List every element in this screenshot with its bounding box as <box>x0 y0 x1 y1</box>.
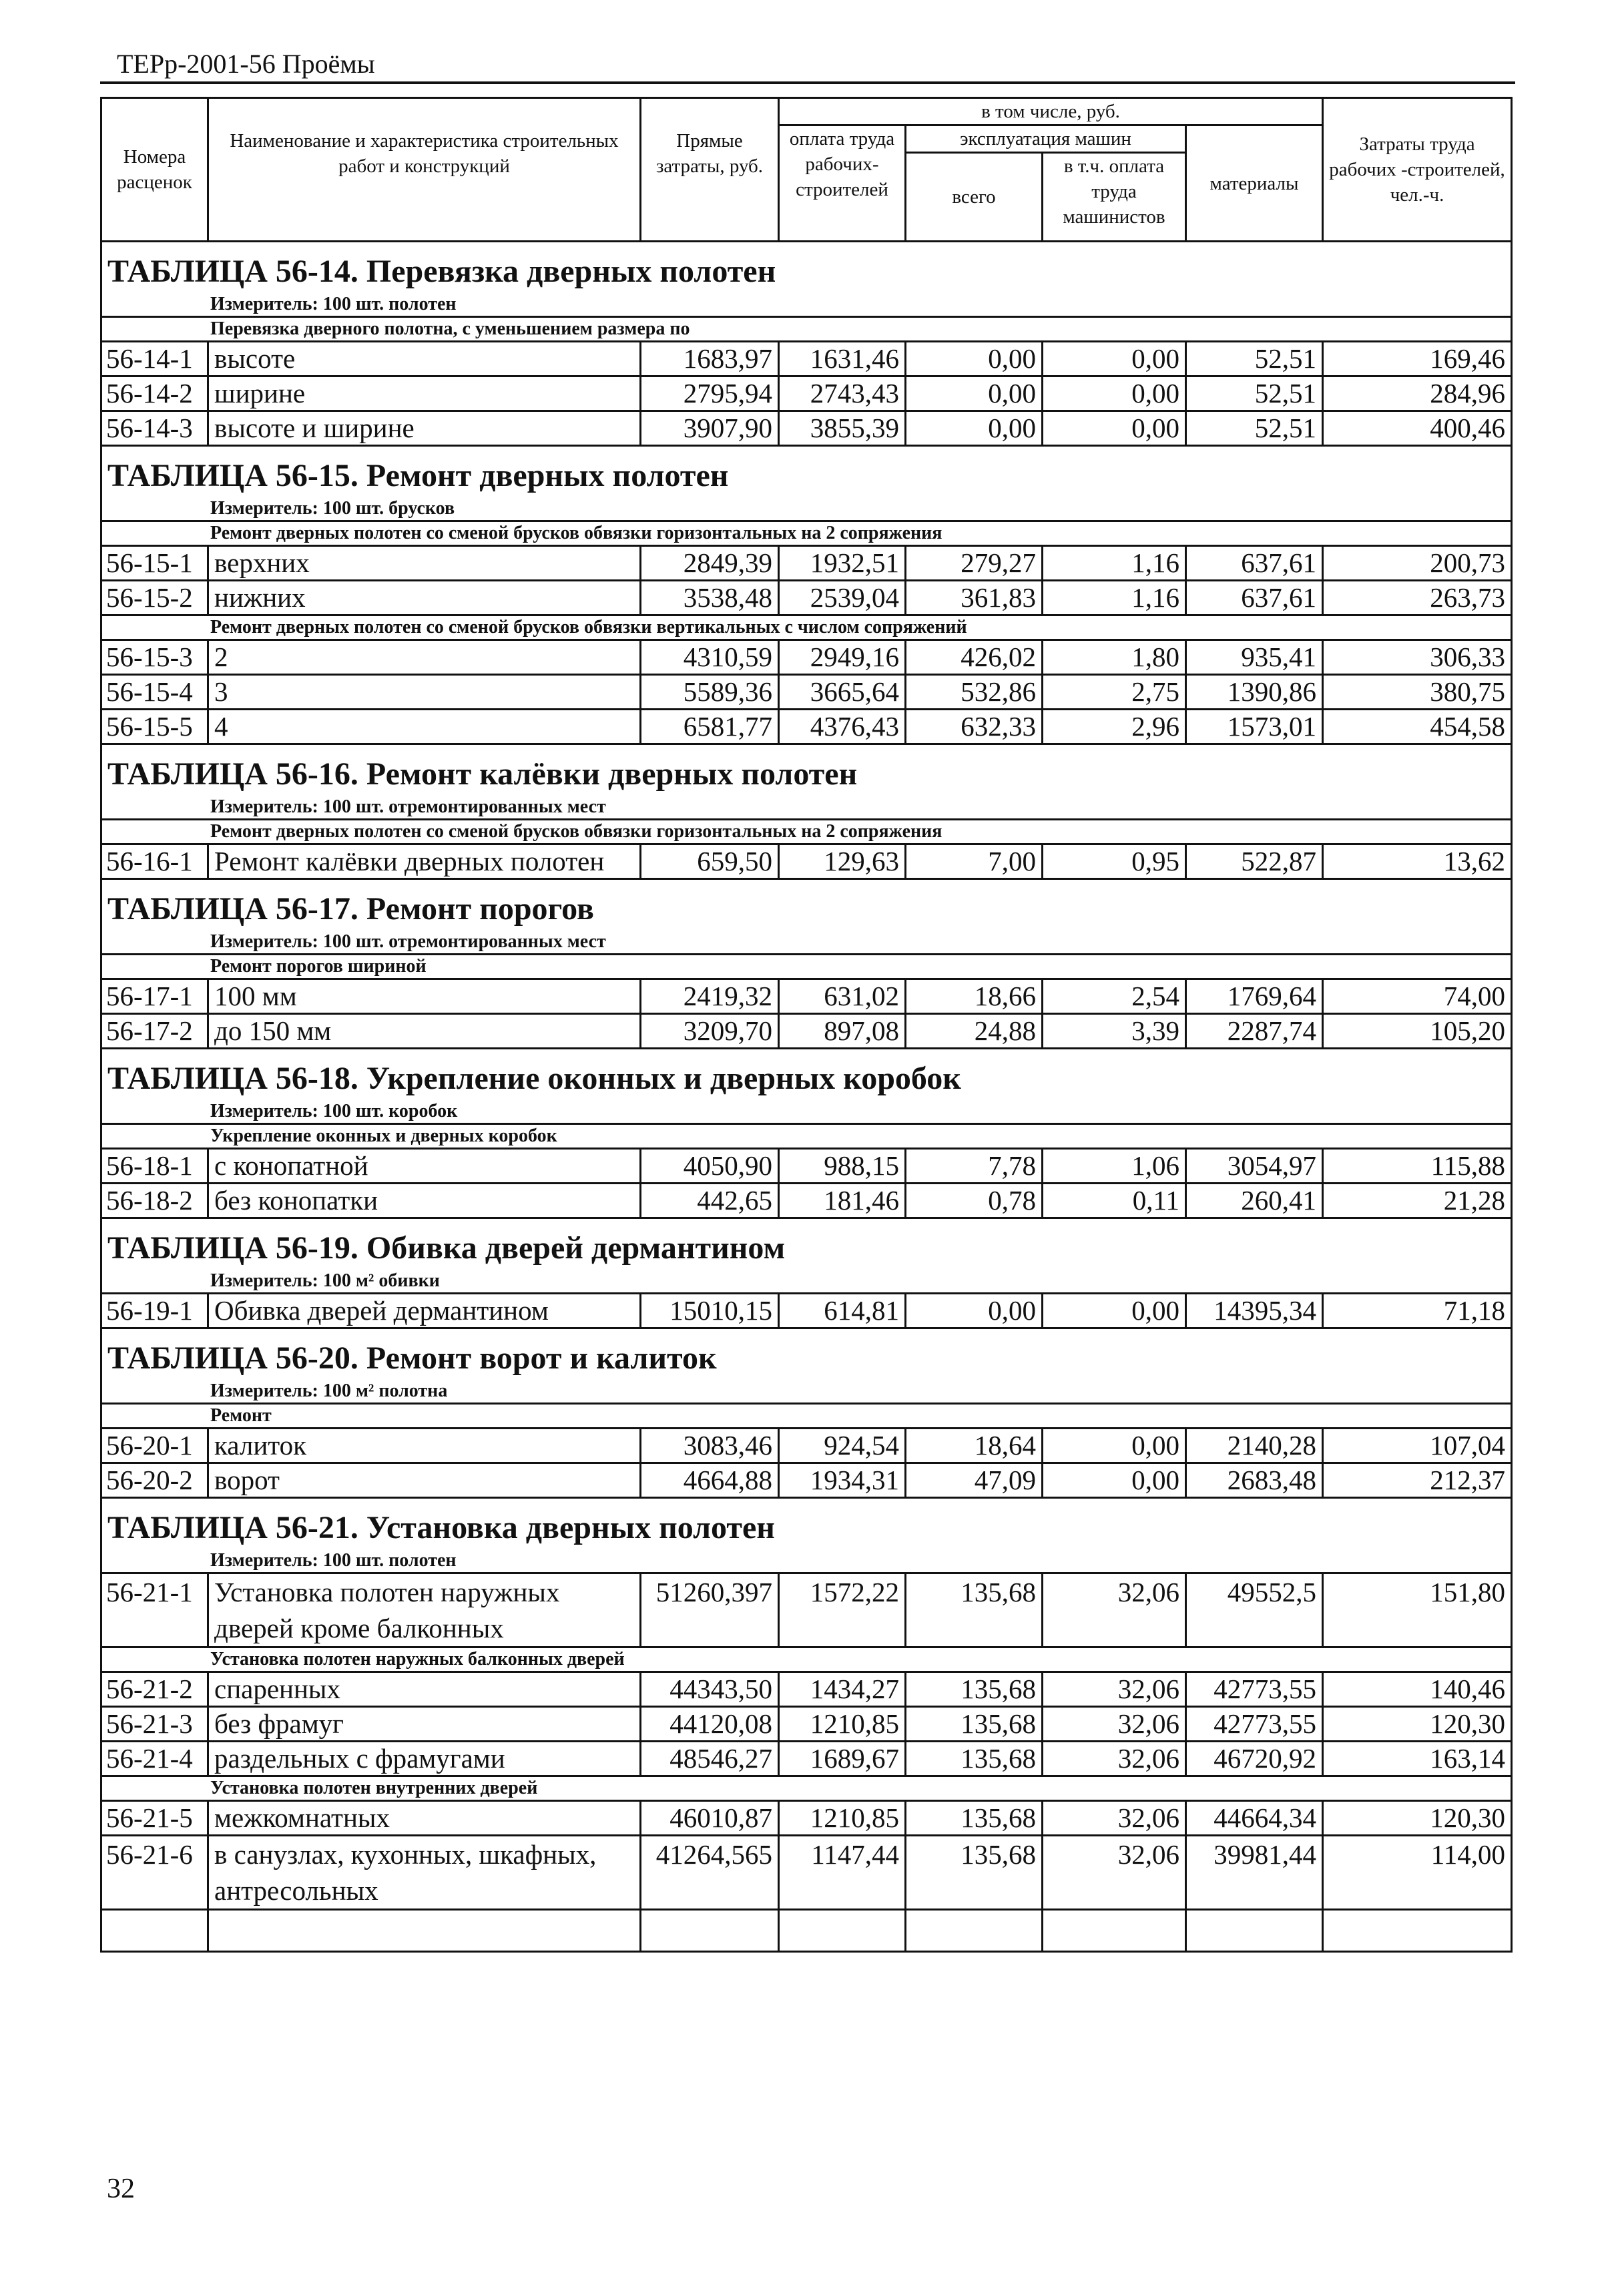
machines-total: 532,86 <box>906 675 1043 710</box>
labor-hours: 380,75 <box>1323 675 1512 710</box>
table-tail <box>101 1910 1512 1952</box>
table-row <box>101 1149 1512 1184</box>
table-body <box>101 242 1512 1952</box>
direct-cost: 5589,36 <box>641 675 779 710</box>
labor-hours: 71,18 <box>1323 1294 1512 1328</box>
empty-cell <box>779 1910 906 1952</box>
wages: 129,63 <box>779 844 906 879</box>
machines-wages: 0,11 <box>1043 1184 1186 1218</box>
rate-code: 56-21-5 <box>101 1801 208 1836</box>
measure-unit: Измеритель: 100 шт. полотен <box>101 1549 1512 1573</box>
materials: 3054,97 <box>1186 1149 1323 1184</box>
materials: 1390,86 <box>1186 675 1323 710</box>
direct-cost: 3209,70 <box>641 1014 779 1049</box>
materials: 46720,92 <box>1186 1742 1323 1776</box>
materials: 52,51 <box>1186 376 1323 411</box>
labor-hours: 263,73 <box>1323 581 1512 615</box>
measure-unit: Измеритель: 100 шт. брусков <box>101 497 1512 521</box>
table-title-row <box>101 1498 1512 1550</box>
wages: 1631,46 <box>779 342 906 376</box>
machines-total: 18,64 <box>906 1429 1043 1463</box>
work-name: ворот <box>208 1463 641 1498</box>
measure-row <box>101 1100 1512 1124</box>
table-row <box>101 1672 1512 1707</box>
work-name: калиток <box>208 1429 641 1463</box>
rate-code: 56-18-2 <box>101 1184 208 1218</box>
table-title: ТАБЛИЦА 56-14. Перевязка дверных полотен <box>101 242 1512 294</box>
empty-cell <box>101 1910 208 1952</box>
table-row <box>101 1429 1512 1463</box>
measure-row <box>101 1549 1512 1573</box>
wages: 1210,85 <box>779 1707 906 1742</box>
wages: 2539,04 <box>779 581 906 615</box>
machines-wages: 32,06 <box>1043 1742 1186 1776</box>
wages: 3855,39 <box>779 411 906 446</box>
empty-cell <box>1323 1910 1512 1952</box>
work-name: высоте и ширине <box>208 411 641 446</box>
machines-wages: 32,06 <box>1043 1801 1186 1836</box>
machines-wages: 32,06 <box>1043 1707 1186 1742</box>
machines-total: 0,00 <box>906 342 1043 376</box>
materials: 935,41 <box>1186 640 1323 675</box>
labor-hours: 114,00 <box>1323 1836 1512 1910</box>
machines-total: 135,68 <box>906 1836 1043 1910</box>
machines-total: 47,09 <box>906 1463 1043 1498</box>
materials: 1573,01 <box>1186 710 1323 744</box>
measure-unit: Измеритель: 100 шт. полотен <box>101 293 1512 317</box>
direct-cost: 4310,59 <box>641 640 779 675</box>
direct-cost: 4050,90 <box>641 1149 779 1184</box>
table-row <box>101 1801 1512 1836</box>
col-name-header: Наименование и характеристика строительных работ и конструкций <box>208 98 641 242</box>
work-name: нижних <box>208 581 641 615</box>
price-table <box>100 97 1513 1953</box>
machines-wages: 0,00 <box>1043 411 1186 446</box>
rate-code: 56-21-6 <box>101 1836 208 1910</box>
measure-unit: Измеритель: 100 шт. отремонтированных мест <box>101 931 1512 955</box>
materials: 14395,34 <box>1186 1294 1323 1328</box>
group-subtitle: Ремонт порогов шириной <box>101 955 1512 979</box>
machines-total: 0,00 <box>906 1294 1043 1328</box>
table-row <box>101 1742 1512 1776</box>
col-code-header: Номера расценок <box>101 98 208 242</box>
measure-unit: Измеритель: 100 м² полотна <box>101 1380 1512 1404</box>
table-row <box>101 376 1512 411</box>
direct-cost: 3083,46 <box>641 1429 779 1463</box>
work-name: спаренных <box>208 1672 641 1707</box>
wages: 988,15 <box>779 1149 906 1184</box>
machines-wages: 0,00 <box>1043 1463 1186 1498</box>
empty-cell <box>1043 1910 1186 1952</box>
group-subtitle: Ремонт дверных полотен со сменой брусков обвязки горизонтальных на 2 сопряжения <box>101 521 1512 546</box>
materials: 49552,5 <box>1186 1573 1323 1647</box>
col-wages-header: оплата труда рабочих-строителей <box>779 125 906 242</box>
direct-cost: 442,65 <box>641 1184 779 1218</box>
measure-row <box>101 1270 1512 1294</box>
direct-cost: 15010,15 <box>641 1294 779 1328</box>
col-machines-wages-header: в т.ч. оплата труда машинистов <box>1043 153 1186 242</box>
machines-total: 135,68 <box>906 1573 1043 1647</box>
measure-row <box>101 497 1512 521</box>
wages: 1934,31 <box>779 1463 906 1498</box>
group-subtitle-row <box>101 317 1512 342</box>
work-name: 2 <box>208 640 641 675</box>
table-row <box>101 1707 1512 1742</box>
machines-total: 0,00 <box>906 411 1043 446</box>
rate-code: 56-15-5 <box>101 710 208 744</box>
rate-code: 56-15-1 <box>101 546 208 581</box>
empty-cell <box>208 1910 641 1952</box>
table-title-row <box>101 242 1512 294</box>
measure-row <box>101 931 1512 955</box>
work-name: Обивка дверей дермантином <box>208 1294 641 1328</box>
direct-cost: 44120,08 <box>641 1707 779 1742</box>
materials: 522,87 <box>1186 844 1323 879</box>
wages: 1689,67 <box>779 1742 906 1776</box>
table-row <box>101 342 1512 376</box>
materials: 260,41 <box>1186 1184 1323 1218</box>
rate-code: 56-14-2 <box>101 376 208 411</box>
rate-code: 56-15-4 <box>101 675 208 710</box>
labor-hours: 400,46 <box>1323 411 1512 446</box>
machines-wages: 32,06 <box>1043 1836 1186 1910</box>
rate-code: 56-17-1 <box>101 979 208 1014</box>
direct-cost: 3907,90 <box>641 411 779 446</box>
direct-cost: 41264,565 <box>641 1836 779 1910</box>
machines-total: 426,02 <box>906 640 1043 675</box>
direct-cost: 3538,48 <box>641 581 779 615</box>
machines-wages: 0,00 <box>1043 376 1186 411</box>
rate-code: 56-17-2 <box>101 1014 208 1049</box>
header-rule <box>100 81 1515 84</box>
rate-code: 56-19-1 <box>101 1294 208 1328</box>
table-row <box>101 1836 1512 1910</box>
group-subtitle: Ремонт дверных полотен со сменой брусков обвязки вертикальных с числом сопряжений <box>101 615 1512 640</box>
group-subtitle-row <box>101 955 1512 979</box>
group-subtitle: Установка полотен наружных балконных дверей <box>101 1647 1512 1672</box>
work-name: верхних <box>208 546 641 581</box>
machines-total: 0,00 <box>906 376 1043 411</box>
machines-wages: 0,95 <box>1043 844 1186 879</box>
machines-total: 7,78 <box>906 1149 1043 1184</box>
table-title: ТАБЛИЦА 56-17. Ремонт порогов <box>101 879 1512 931</box>
measure-row <box>101 293 1512 317</box>
machines-wages: 2,96 <box>1043 710 1186 744</box>
col-labor-header: Затраты труда рабочих -строителей, чел.-ч. <box>1323 98 1512 242</box>
work-name: раздельных с фрамугами <box>208 1742 641 1776</box>
wages: 3665,64 <box>779 675 906 710</box>
direct-cost: 1683,97 <box>641 342 779 376</box>
work-name: межкомнатных <box>208 1801 641 1836</box>
materials: 637,61 <box>1186 581 1323 615</box>
machines-wages: 0,00 <box>1043 1429 1186 1463</box>
labor-hours: 140,46 <box>1323 1672 1512 1707</box>
group-subtitle-row <box>101 615 1512 640</box>
work-name: с конопатной <box>208 1149 641 1184</box>
wages: 4376,43 <box>779 710 906 744</box>
direct-cost: 46010,87 <box>641 1801 779 1836</box>
machines-total: 7,00 <box>906 844 1043 879</box>
machines-total: 361,83 <box>906 581 1043 615</box>
measure-unit: Измеритель: 100 шт. отремонтированных мест <box>101 796 1512 820</box>
work-name: до 150 мм <box>208 1014 641 1049</box>
table-title: ТАБЛИЦА 56-15. Ремонт дверных полотен <box>101 446 1512 498</box>
rate-code: 56-18-1 <box>101 1149 208 1184</box>
group-subtitle-row <box>101 521 1512 546</box>
materials: 44664,34 <box>1186 1801 1323 1836</box>
labor-hours: 306,33 <box>1323 640 1512 675</box>
wages: 614,81 <box>779 1294 906 1328</box>
table-row <box>101 1463 1512 1498</box>
machines-total: 24,88 <box>906 1014 1043 1049</box>
machines-wages: 1,16 <box>1043 581 1186 615</box>
col-materials-header: материалы <box>1186 125 1323 242</box>
wages: 924,54 <box>779 1429 906 1463</box>
table-row <box>101 710 1512 744</box>
labor-hours: 151,80 <box>1323 1573 1512 1647</box>
page-number: 32 <box>107 2174 135 2204</box>
labor-hours: 200,73 <box>1323 546 1512 581</box>
rate-code: 56-21-2 <box>101 1672 208 1707</box>
work-name: высоте <box>208 342 641 376</box>
machines-wages: 0,00 <box>1043 342 1186 376</box>
empty-cell <box>906 1910 1043 1952</box>
labor-hours: 284,96 <box>1323 376 1512 411</box>
machines-total: 279,27 <box>906 546 1043 581</box>
machines-wages: 1,16 <box>1043 546 1186 581</box>
work-name: 4 <box>208 710 641 744</box>
machines-wages: 1,80 <box>1043 640 1186 675</box>
direct-cost: 44343,50 <box>641 1672 779 1707</box>
table-title-row <box>101 1049 1512 1101</box>
direct-cost: 659,50 <box>641 844 779 879</box>
wages: 897,08 <box>779 1014 906 1049</box>
machines-wages: 32,06 <box>1043 1672 1186 1707</box>
table-title-row <box>101 446 1512 498</box>
group-subtitle: Укрепление оконных и дверных коробок <box>101 1124 1512 1149</box>
materials: 52,51 <box>1186 411 1323 446</box>
work-name: без конопатки <box>208 1184 641 1218</box>
machines-wages: 0,00 <box>1043 1294 1186 1328</box>
group-subtitle-row <box>101 1776 1512 1801</box>
rate-code: 56-21-1 <box>101 1573 208 1647</box>
table-title: ТАБЛИЦА 56-16. Ремонт калёвки дверных полотен <box>101 744 1512 796</box>
table-title-row <box>101 1218 1512 1270</box>
table-title-row <box>101 744 1512 796</box>
group-subtitle: Перевязка дверного полотна, с уменьшением размера по <box>101 317 1512 342</box>
materials: 1769,64 <box>1186 979 1323 1014</box>
wages: 1210,85 <box>779 1801 906 1836</box>
table-title: ТАБЛИЦА 56-20. Ремонт ворот и калиток <box>101 1328 1512 1380</box>
machines-total: 18,66 <box>906 979 1043 1014</box>
labor-hours: 454,58 <box>1323 710 1512 744</box>
labor-hours: 107,04 <box>1323 1429 1512 1463</box>
labor-hours: 120,30 <box>1323 1801 1512 1836</box>
materials: 42773,55 <box>1186 1672 1323 1707</box>
table-row <box>101 411 1512 446</box>
direct-cost: 2795,94 <box>641 376 779 411</box>
wages: 2743,43 <box>779 376 906 411</box>
work-name: ширине <box>208 376 641 411</box>
col-machines-header: эксплуатация машин <box>906 125 1186 153</box>
rate-code: 56-20-1 <box>101 1429 208 1463</box>
table-title: ТАБЛИЦА 56-18. Укрепление оконных и дверных коробок <box>101 1049 1512 1101</box>
labor-hours: 13,62 <box>1323 844 1512 879</box>
direct-cost: 6581,77 <box>641 710 779 744</box>
labor-hours: 163,14 <box>1323 1742 1512 1776</box>
rate-code: 56-16-1 <box>101 844 208 879</box>
direct-cost: 51260,397 <box>641 1573 779 1647</box>
labor-hours: 115,88 <box>1323 1149 1512 1184</box>
table-row <box>101 675 1512 710</box>
wages: 2949,16 <box>779 640 906 675</box>
col-direct-header: Прямые затраты, руб. <box>641 98 779 242</box>
rate-code: 56-21-4 <box>101 1742 208 1776</box>
group-subtitle: Ремонт дверных полотен со сменой брусков обвязки горизонтальных на 2 сопряжения <box>101 820 1512 844</box>
rate-code: 56-21-3 <box>101 1707 208 1742</box>
machines-total: 135,68 <box>906 1801 1043 1836</box>
materials: 637,61 <box>1186 546 1323 581</box>
group-subtitle-row <box>101 820 1512 844</box>
materials: 52,51 <box>1186 342 1323 376</box>
table-row <box>101 581 1512 615</box>
wages: 1932,51 <box>779 546 906 581</box>
table-row <box>101 1184 1512 1218</box>
machines-wages: 2,75 <box>1043 675 1186 710</box>
wages: 631,02 <box>779 979 906 1014</box>
machines-wages: 32,06 <box>1043 1573 1186 1647</box>
direct-cost: 4664,88 <box>641 1463 779 1498</box>
col-including-header: в том числе, руб. <box>779 98 1323 125</box>
measure-unit: Измеритель: 100 шт. коробок <box>101 1100 1512 1124</box>
machines-total: 135,68 <box>906 1672 1043 1707</box>
work-name: 3 <box>208 675 641 710</box>
machines-total: 135,68 <box>906 1742 1043 1776</box>
machines-wages: 1,06 <box>1043 1149 1186 1184</box>
machines-total: 135,68 <box>906 1707 1043 1742</box>
labor-hours: 74,00 <box>1323 979 1512 1014</box>
rate-code: 56-20-2 <box>101 1463 208 1498</box>
machines-wages: 3,39 <box>1043 1014 1186 1049</box>
labor-hours: 21,28 <box>1323 1184 1512 1218</box>
empty-cell <box>1186 1910 1323 1952</box>
table-row <box>101 844 1512 879</box>
materials: 2683,48 <box>1186 1463 1323 1498</box>
table-row <box>101 640 1512 675</box>
measure-row <box>101 796 1512 820</box>
table-row <box>101 546 1512 581</box>
empty-cell <box>641 1910 779 1952</box>
wages: 181,46 <box>779 1184 906 1218</box>
measure-unit: Измеритель: 100 м² обивки <box>101 1270 1512 1294</box>
table-row <box>101 1573 1512 1647</box>
rate-code: 56-14-3 <box>101 411 208 446</box>
machines-total: 632,33 <box>906 710 1043 744</box>
work-name: в санузлах, кухонных, шкафных, антресольных <box>208 1836 641 1910</box>
rate-code: 56-14-1 <box>101 342 208 376</box>
wages: 1572,22 <box>779 1573 906 1647</box>
direct-cost: 48546,27 <box>641 1742 779 1776</box>
materials: 42773,55 <box>1186 1707 1323 1742</box>
direct-cost: 2419,32 <box>641 979 779 1014</box>
machines-total: 0,78 <box>906 1184 1043 1218</box>
group-subtitle-row <box>101 1647 1512 1672</box>
group-subtitle: Установка полотен внутренних дверей <box>101 1776 1512 1801</box>
machines-wages: 2,54 <box>1043 979 1186 1014</box>
labor-hours: 120,30 <box>1323 1707 1512 1742</box>
materials: 2287,74 <box>1186 1014 1323 1049</box>
table-row <box>101 979 1512 1014</box>
work-name: Ремонт калёвки дверных полотен <box>208 844 641 879</box>
work-name: Установка полотен наружных дверей кроме балконных <box>208 1573 641 1647</box>
table-row <box>101 1294 1512 1328</box>
materials: 2140,28 <box>1186 1429 1323 1463</box>
table-title-row <box>101 1328 1512 1380</box>
header-row-1 <box>101 98 1512 125</box>
group-subtitle-row <box>101 1404 1512 1429</box>
rate-code: 56-15-2 <box>101 581 208 615</box>
materials: 39981,44 <box>1186 1836 1323 1910</box>
measure-row <box>101 1380 1512 1404</box>
wages: 1147,44 <box>779 1836 906 1910</box>
wages: 1434,27 <box>779 1672 906 1707</box>
running-title: ТЕРр-2001-56 Проёмы <box>117 49 375 79</box>
rate-code: 56-15-3 <box>101 640 208 675</box>
labor-hours: 169,46 <box>1323 342 1512 376</box>
table-title-row <box>101 879 1512 931</box>
group-subtitle-row <box>101 1124 1512 1149</box>
direct-cost: 2849,39 <box>641 546 779 581</box>
table-title: ТАБЛИЦА 56-19. Обивка дверей дермантином <box>101 1218 1512 1270</box>
table-title: ТАБЛИЦА 56-21. Установка дверных полотен <box>101 1498 1512 1550</box>
labor-hours: 105,20 <box>1323 1014 1512 1049</box>
work-name: 100 мм <box>208 979 641 1014</box>
work-name: без фрамуг <box>208 1707 641 1742</box>
col-machines-total-header: всего <box>906 153 1043 242</box>
group-subtitle: Ремонт <box>101 1404 1512 1429</box>
labor-hours: 212,37 <box>1323 1463 1512 1498</box>
table-row <box>101 1014 1512 1049</box>
